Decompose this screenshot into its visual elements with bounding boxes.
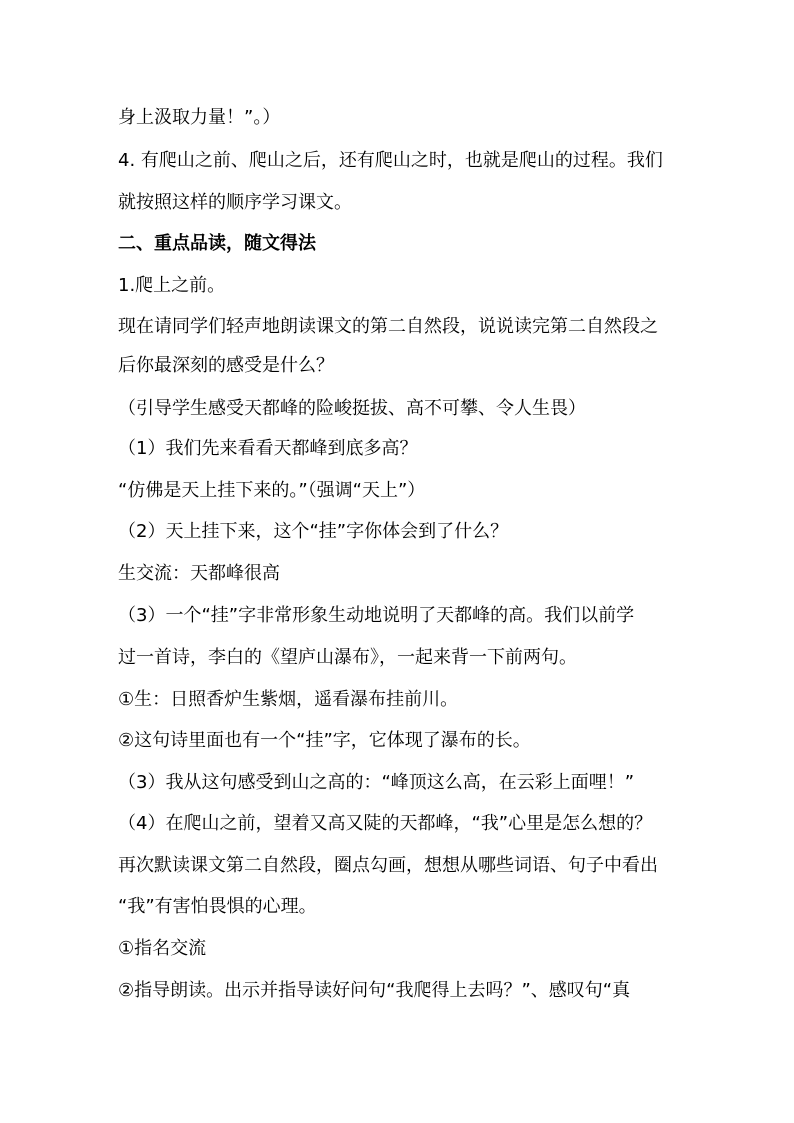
section-heading: 二、重点品读，随文得法 xyxy=(118,233,316,254)
text-line: ①生：日照香炉生紫烟，遥看瀑布挂前川。 xyxy=(118,689,459,710)
text-line: ②指导朗读。出示并指导读好问句“我爬得上去吗？”、感叹句“真 xyxy=(118,980,631,1001)
text-line: 就按照这样的顺序学习课文。 xyxy=(118,192,352,213)
text-line: （引导学生感受天都峰的险峻挺拔、高不可攀、令人生畏） xyxy=(118,398,586,419)
text-line: （1）我们先来看看天都峰到底多高？ xyxy=(118,438,418,459)
text-line: （4）在爬山之前，望着又高又陡的天都峰，“我”心里是怎么想的？ xyxy=(118,813,653,834)
text-line: （3）我从这句感受到山之高的：“峰顶这么高，在云彩上面哩！” xyxy=(118,772,635,793)
text-line: 4. 有爬山之前、爬山之后，还有爬山之时，也就是爬山的过程。我们 xyxy=(118,150,663,171)
text-line: ①指名交流 xyxy=(118,938,207,959)
text-line: 身上汲取力量！”。） xyxy=(118,107,281,128)
text-line: 再次默读课文第二自然段，圈点勾画，想想从哪些词语、句子中看出 xyxy=(118,855,658,876)
text-line: 生交流：天都峰很高 xyxy=(118,563,280,584)
text-line: ②这句诗里面也有一个“挂”字，它体现了瀑布的长。 xyxy=(118,730,531,751)
text-line: （2）天上挂下来，这个“挂”字你体会到了什么？ xyxy=(118,521,509,542)
text-line: “我”有害怕畏惧的心理。 xyxy=(118,896,317,917)
subsection-heading: 1.爬上之前。 xyxy=(118,275,226,296)
text-line: （3）一个“挂”字非常形象生动地说明了天都峰的高。我们以前学 xyxy=(118,605,635,626)
text-line: 后你最深刻的感受是什么？ xyxy=(118,355,334,376)
text-line: 现在请同学们轻声地朗读课文的第二自然段，说说读完第二自然段之 xyxy=(118,316,658,337)
text-line: 过一首诗，李白的《望庐山瀑布》，一起来背一下前两句。 xyxy=(118,647,577,668)
text-line: “仿佛是天上挂下来的。”（强调“天上”） xyxy=(118,480,426,501)
